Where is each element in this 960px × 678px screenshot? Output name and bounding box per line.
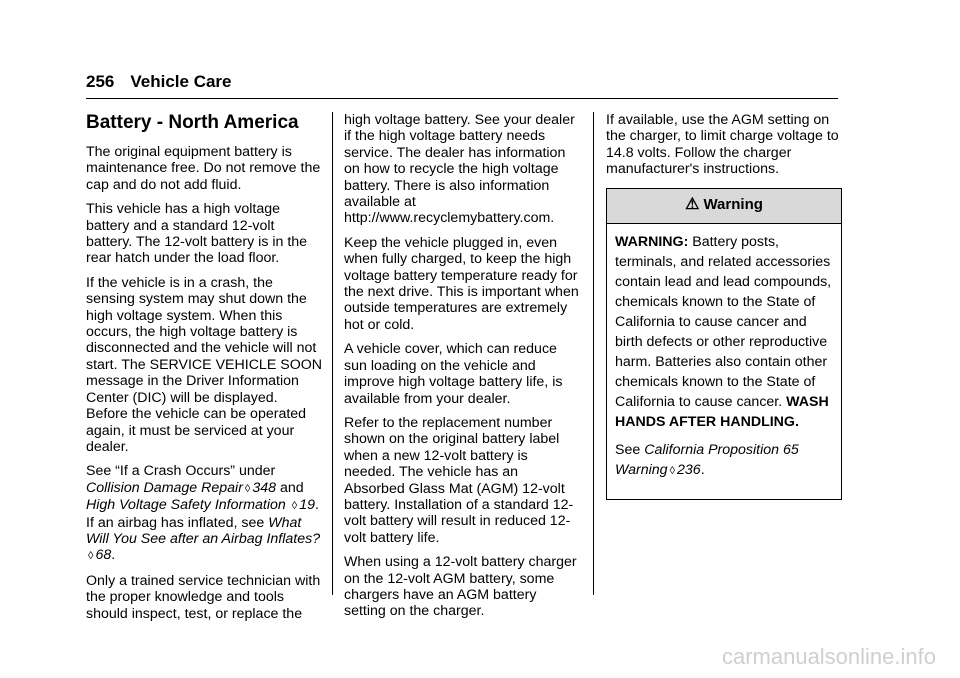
warning-see-ref: See California Proposition 65 Warning ◊ 236. xyxy=(615,441,799,478)
page-ref[interactable]: 68 xyxy=(95,547,112,564)
paragraph: A vehicle cover, which can reduce sun loading on the vehicle and improve high voltage battery life, is available from your dealer. xyxy=(344,341,563,407)
article-title: Battery - North America xyxy=(86,112,299,133)
warning-heading: Warning xyxy=(703,196,763,214)
paragraph: Keep the vehicle plugged in, even when fully charged, to keep the high voltage battery temperature ready for the next drive. This is important when outside temperatures are extremely hot or cold. xyxy=(344,234,579,333)
warning-body xyxy=(607,224,841,499)
page-ref-icon: ◊ xyxy=(291,500,298,513)
link-high-voltage-safety[interactable]: High Voltage Safety Information xyxy=(86,497,286,514)
header-rule xyxy=(86,98,838,99)
paragraph-crash-refs: See “If a Crash Occurs” under Collision Damage Repair ◊ 348 and High Voltage Safety Information ◊ 19. If an airbag has inflated, see What Will You See after an Airbag Inflates?◊ 68. xyxy=(86,463,321,564)
paragraph: The original equipment battery is maintenance free. Do not remove the cap and do not add fluid. xyxy=(86,144,321,193)
page-number: 256 xyxy=(86,72,115,91)
column-divider xyxy=(332,112,333,595)
section-title: Vehicle Care xyxy=(130,72,232,91)
page-ref-icon: ◊ xyxy=(244,482,251,495)
paragraph: If the vehicle is in a crash, the sensing system may shut down the high voltage system. When this occurs, the high voltage battery is disconnected and the vehicle will not start. The SERVICE VEHICLE SOON message in the Driver Information Center (DIC) will be displayed. Before the vehicle can be operated again, it must be serviced at your dealer. xyxy=(86,274,323,455)
page-header xyxy=(86,72,232,92)
paragraph: If available, use the AGM setting on the charger, to limit charge voltage to 14.8 volts. Follow the charger manufacturer's instructions. xyxy=(606,112,839,178)
paragraph: Refer to the replacement number shown on the original battery label when a new 12-volt battery is needed. The vehicle has an Absorbed Glass Mat (AGM) 12-volt battery. Installation of a standard 12-volt battery will result in reduced 12-volt battery life. xyxy=(344,414,574,546)
link-collision-damage-repair[interactable]: Collision Damage Repair xyxy=(86,479,243,496)
page-ref[interactable]: 236 xyxy=(677,461,701,478)
warning-box xyxy=(606,188,842,500)
column-3 xyxy=(606,112,842,500)
page-ref-icon: ◊ xyxy=(669,464,676,477)
paragraph: high voltage battery. See your dealer if the high voltage battery needs service. The dealer has information on how to recycle the high voltage battery. There is also information available at http://www.recyclemybattery.com. xyxy=(344,112,575,227)
page-ref-icon: ◊ xyxy=(88,550,94,563)
column-2 xyxy=(344,112,580,628)
link-airbag-inflates[interactable]: What Will You See after an Airbag Inflates? xyxy=(86,514,321,547)
link-prop-65-warning[interactable]: California Proposition 65 Warning xyxy=(615,441,799,478)
column-divider xyxy=(593,112,594,595)
page-ref[interactable]: 348 xyxy=(252,479,277,496)
watermark: carmanualsonline.info xyxy=(721,644,936,669)
paragraph: Only a trained service technician with the proper knowledge and tools should inspect, test, or replace the xyxy=(86,572,321,622)
page-ref[interactable]: 19 xyxy=(299,497,315,514)
warning-header xyxy=(607,189,841,224)
paragraph: This vehicle has a high voltage battery and a standard 12-volt battery. The 12-volt battery is in the rear hatch under the load floor. xyxy=(86,201,308,267)
paragraph: When using a 12-volt battery charger on the 12-volt AGM battery, some chargers have an AGM battery setting on the charger. xyxy=(344,554,577,620)
warning-text: WARNING: Battery posts, terminals, and related accessories contain lead and lead compounds, chemicals known to the State of California to cause cancer and birth defects or other reproductive harm. Batteries also contain other chemicals known to the State of California to cause cancer. WASH HANDS AFTER HANDLING. xyxy=(615,233,832,430)
column-1 xyxy=(86,112,322,630)
warning-icon: ⚠ xyxy=(685,196,700,214)
